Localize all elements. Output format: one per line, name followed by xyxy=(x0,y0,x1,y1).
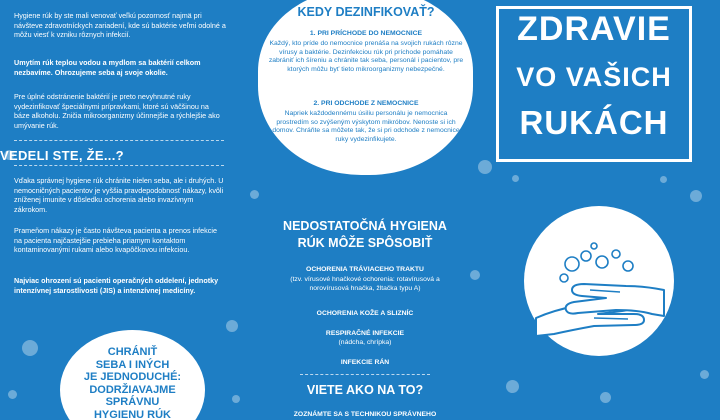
washing-paragraph: Umytím rúk teplou vodou a mydlom sa baktérií celkom nezbavíme. Ohrozujeme seba aj svoje okolie. xyxy=(14,58,201,77)
hands-illustration xyxy=(524,206,674,356)
when-disinfect-title: KEDY DEZINFIKOVAŤ? xyxy=(297,5,435,19)
title-line: ZDRAVIE xyxy=(517,10,671,48)
title-line: VO VAŠICH xyxy=(516,62,672,92)
did-you-know-heading: VEDELI STE, ŽE...? xyxy=(0,148,124,163)
hand-washing-icon xyxy=(524,206,674,356)
protect-line: SPRÁVNU xyxy=(105,396,160,408)
heading-line: RÚK MÔŽE SPÔSOBIŤ xyxy=(297,236,433,250)
heading-line: NEDOSTATOČNÁ HYGIENA xyxy=(283,219,447,233)
protect-line: DODRŽIAVAJME xyxy=(89,383,176,396)
fact-paragraph-3: Najviac ohrození sú pacienti operačných oddelení, jednotky intenzívnej starostlivosti (JIS) a intenzívnej medicíny. xyxy=(14,276,219,295)
arrival-subheading: 1. PRI PRÍCHODE DO NEMOCNICE xyxy=(309,30,423,37)
protect-line: SEBA I INÝCH xyxy=(95,358,170,371)
fact-paragraph-1: Vďaka správnej hygiene rúk chránite nielen seba, ale i druhých. U nemocničných pacientov je vyššia pravdepodobnosť nákazy, kvôli zníženej imunite v dôsledku ochorenia alebo invazívnym zákrokom. xyxy=(14,176,224,214)
disinfection-paragraph: Pre úplné odstránenie baktérií je preto nevyhnutné ruky vydezinfikovať špeciálnymi prípravkami, ktoré sú väčšinou na báze alkoholu. Zničia mikroorganizmy účinnejšie a rýchlejšie ako umývanie rúk. xyxy=(14,92,220,130)
divider xyxy=(14,165,224,166)
departure-body: Napriek každodennému úsiliu personálu je nemocnica prostredím so zvýšeným výskytom mikróbov. Nenoste si ich domov. Chráňte sa môžete tak, že si pri odchode z nemocnice ruky vydezinfikujete. xyxy=(272,110,460,143)
protect-line: CHRÁNIŤ xyxy=(107,346,158,358)
protect-cloud-text xyxy=(60,346,205,420)
risk-item-title: RESPIRAČNÉ INFEKCIE xyxy=(325,330,405,337)
technique-text: ZOZNÁMTE SA S TECHNIKOU SPRÁVNEHO xyxy=(293,411,437,418)
title-line: RUKÁCH xyxy=(519,104,669,141)
risk-item-title: INFEKCIE RÁN xyxy=(340,359,390,366)
divider xyxy=(14,140,224,141)
risk-item-title: OCHORENIA KOŽE A SLIZNÍC xyxy=(316,310,414,317)
how-to-heading: VIETE AKO NA TO? xyxy=(306,383,424,397)
fact-paragraph-2: Prameňom nákazy je často návšteva pacienta a prenos infekcie na pacienta najčastejšie prebieha priamym kontaktom kontaminovanými rukami alebo kvapôčkovou infekciou. xyxy=(14,226,217,254)
protect-line: HYGIENU RÚK xyxy=(93,408,171,420)
departure-subheading: 2. PRI ODCHODE Z NEMOCNICE xyxy=(313,100,419,107)
risk-item-title: OCHORENIA TRÁVIACEHO TRAKTU xyxy=(306,266,424,273)
arrival-body: Každý, kto príde do nemocnice prenáša na svojich rukách rôzne vírusy a baktérie. Dezinfekciou rúk pri príchode pomáhate zabrániť ich šíreniu a chránite tak seba, personál i pacientov, pre ktorých môžu byť tieto mikroorganizmy nebezpečné. xyxy=(268,40,464,73)
risk-item-body: (tzv. vírusové hnačkové ochorenia: rotavírusová a norovírusová hnačka, žltačka typu A) xyxy=(290,276,440,292)
insufficient-hygiene-heading xyxy=(245,218,485,252)
protect-line: JE JEDNODUCHÉ: xyxy=(83,371,182,383)
risk-item-body: (nádcha, chrípka) xyxy=(338,339,392,346)
intro-paragraph: Hygiene rúk by ste mali venovať veľkú pozornosť najmä pri návšteve zdravotníckych zariadení, kde sú baktérie veľmi odolné a môžu viesť k vzniku rôznych infekcií. xyxy=(14,11,226,39)
when-disinfect-cloud xyxy=(258,0,473,175)
divider xyxy=(300,374,430,375)
